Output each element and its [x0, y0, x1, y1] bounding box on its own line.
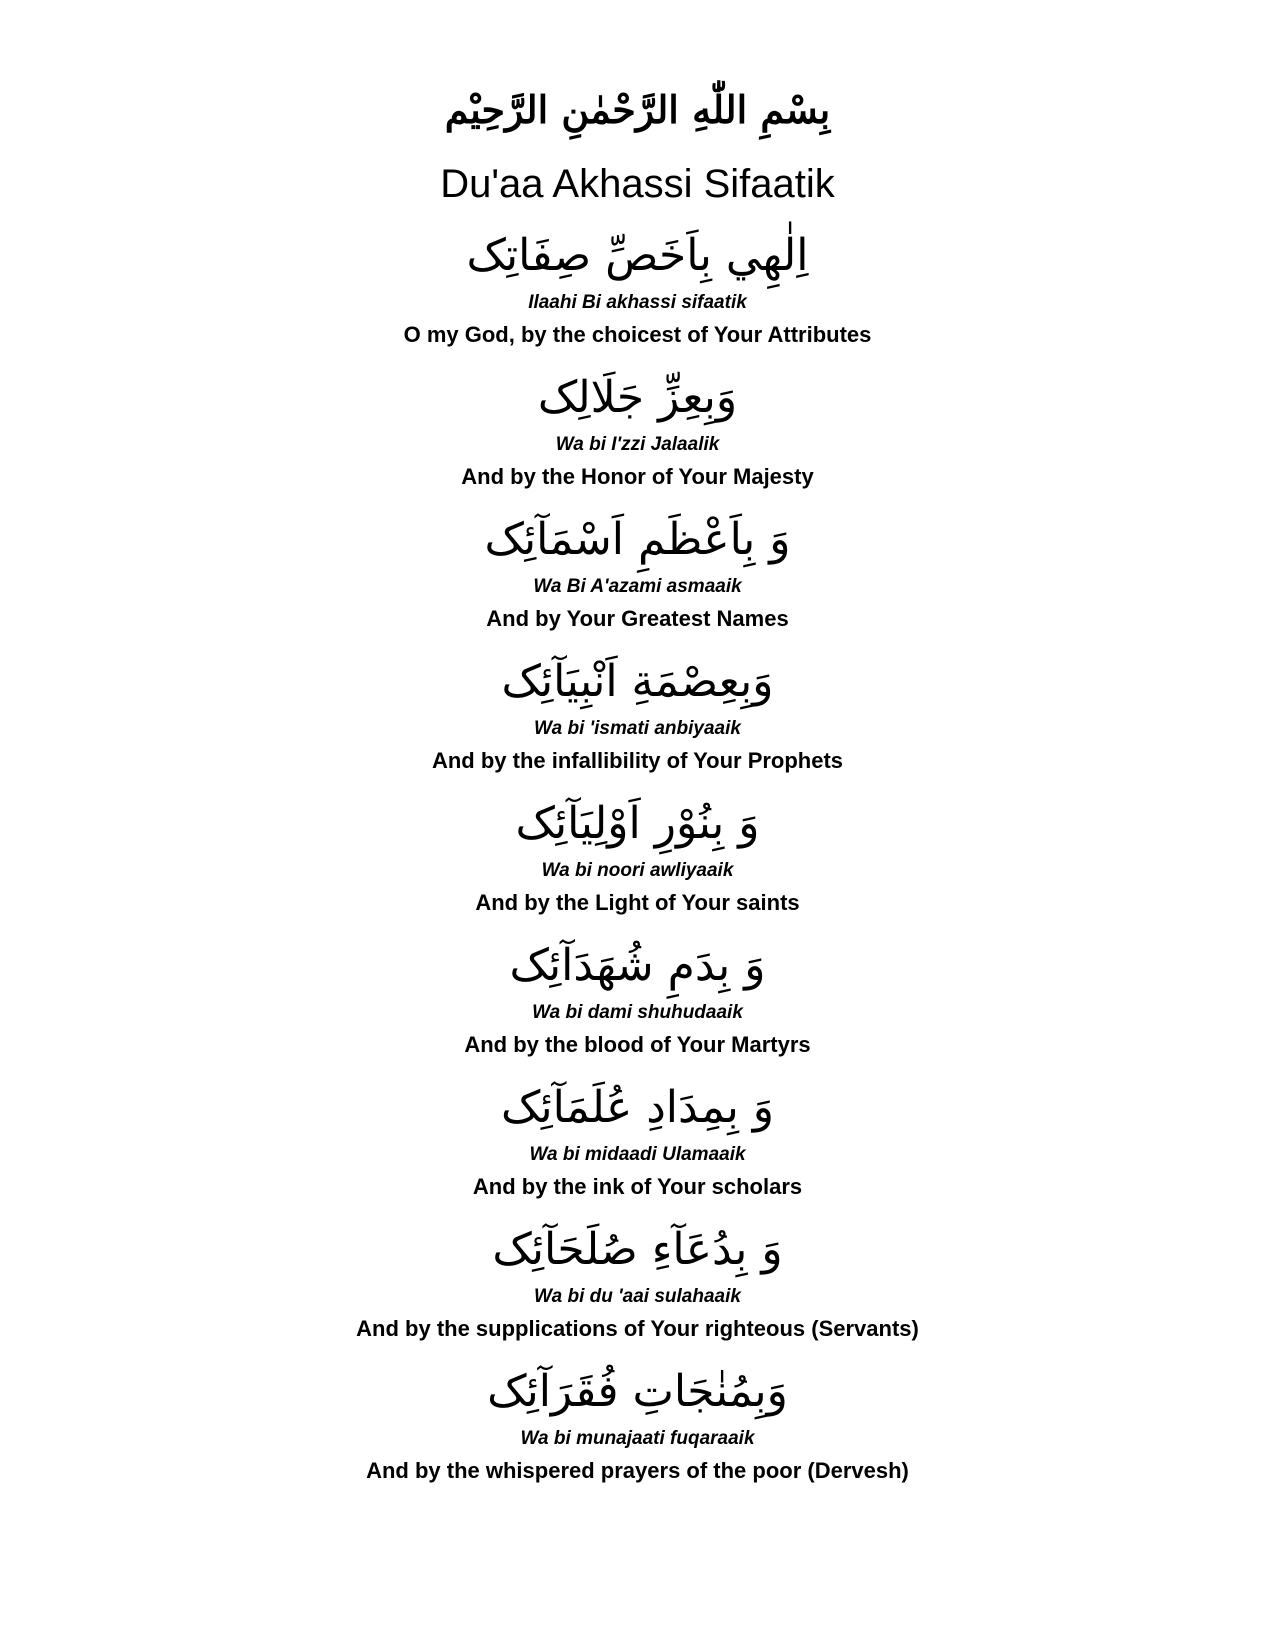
verse-block: [0, 1360, 1275, 1486]
verse-transliteration: Ilaahi Bi akhassi sifaatik: [528, 292, 747, 313]
verse-transliteration: Wa bi I'zzi Jalaalik: [555, 434, 720, 455]
verse-transliteration: Wa bi munajaati fuqaraaik: [520, 1428, 755, 1449]
verse-transliteration: Wa bi 'ismati anbiyaaik: [534, 718, 741, 739]
verse-translation: And by the ink of Your scholars: [472, 1174, 803, 1199]
verse-block: [0, 650, 1275, 776]
verse-block: [0, 1218, 1275, 1344]
verse-block: [0, 792, 1275, 918]
verse-arabic: وَ بِدَمِ شُهَدَآئِک: [509, 940, 766, 991]
verse-arabic: وَ بِدُعَآءِ صُلَحَآئِک: [492, 1224, 783, 1275]
verse-arabic: وَبِمُنٰجَاتِ فُقَرَآئِک: [487, 1366, 788, 1417]
verse-block: [0, 366, 1275, 492]
verse-transliteration: Wa bi midaadi Ulamaaik: [529, 1144, 746, 1165]
verse-arabic: وَ بِنُوْرِ اَوْلِیَآئِک: [515, 798, 760, 849]
verse-translation: And by the supplications of Your righteous (Servants): [356, 1316, 919, 1341]
verse-translation: And by the Honor of Your Majesty: [461, 464, 814, 489]
verse-arabic: وَ بِمِدَادِ عُلَمَآئِک: [500, 1082, 775, 1133]
page-title: Du'aa Akhassi Sifaatik: [440, 162, 835, 206]
verse-block: [0, 224, 1275, 350]
verse-translation: And by the blood of Your Martyrs: [464, 1032, 811, 1057]
verse-translation: And by the infallibility of Your Prophets: [431, 748, 844, 773]
verse-transliteration: Wa bi du 'aai sulahaaik: [534, 1286, 741, 1307]
verse-block: [0, 508, 1275, 634]
verse-transliteration: Wa bi dami shuhudaaik: [532, 1002, 743, 1023]
verse-transliteration: Wa Bi A'azami asmaaik: [533, 576, 742, 597]
verse-block: [0, 1076, 1275, 1202]
verse-arabic: اِلٰهِي بِاَخَصِّ صِفَاتِک: [466, 230, 809, 281]
verse-transliteration: Wa bi noori awliyaaik: [541, 860, 734, 881]
verse-block: [0, 934, 1275, 1060]
verse-translation: And by the Light of Your saints: [475, 890, 800, 915]
verse-translation: And by the whispered prayers of the poor (Dervesh): [366, 1458, 909, 1483]
bismillah-heading: بِسْمِ اللّٰهِ الرَّحْمٰنِ الرَّحِيْم: [444, 87, 831, 132]
verse-translation: And by Your Greatest Names: [486, 606, 789, 631]
verse-translation: O my God, by the choicest of Your Attributes: [403, 322, 872, 347]
verse-arabic: وَبِعِصْمَةِ اَنْبِیَآئِک: [501, 656, 774, 707]
verse-arabic: وَ بِاَعْظَمِ اَسْمَآئِک: [484, 514, 791, 565]
verse-arabic: وَبِعِزِّ جَلَالِک: [537, 372, 738, 423]
